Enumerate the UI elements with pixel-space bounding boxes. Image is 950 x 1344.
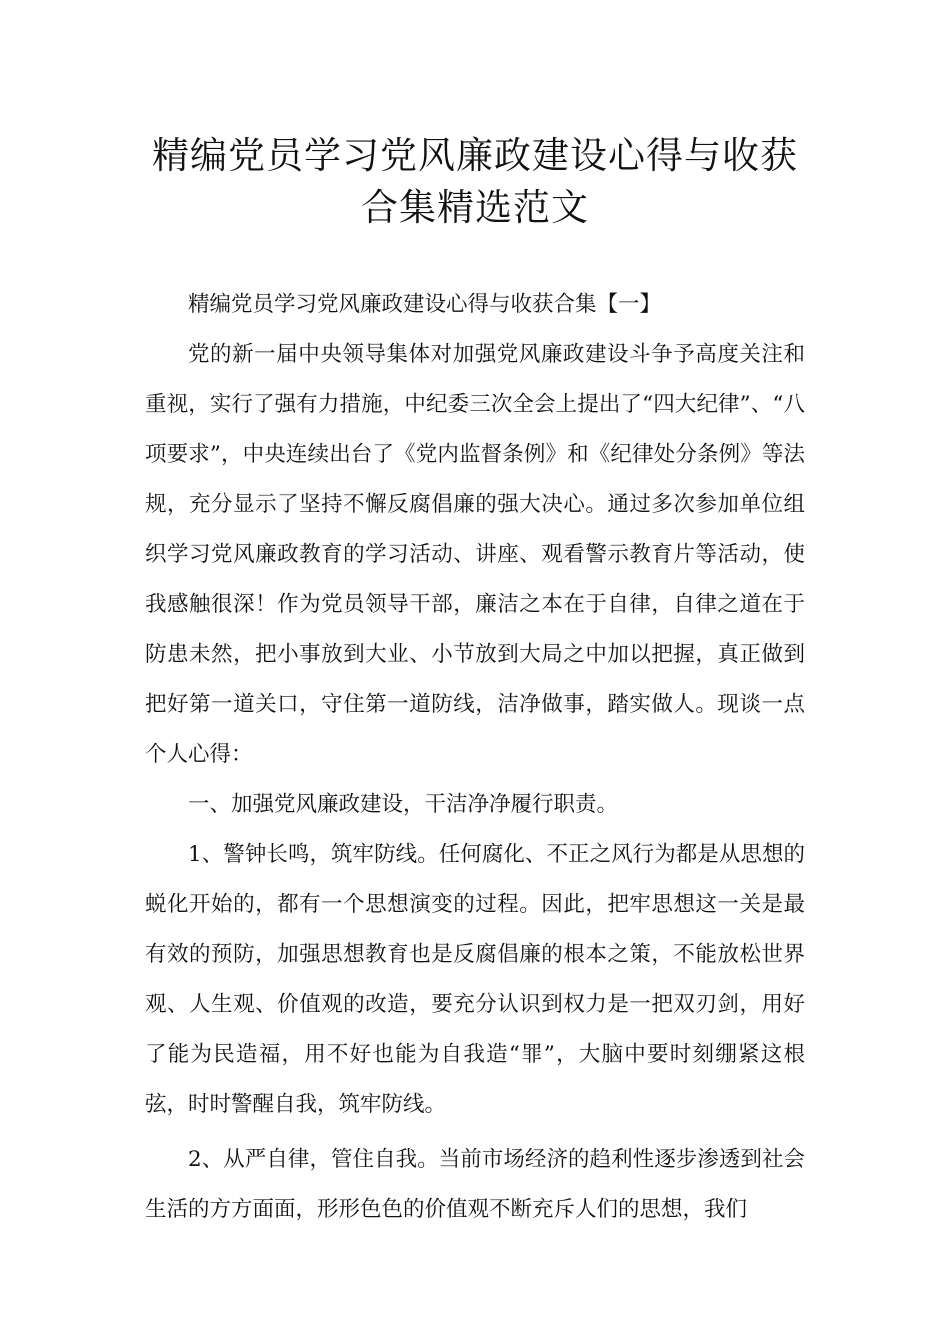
- paragraph: 2、从严自律，管住自我。当前市场经济的趋利性逐步渗透到社会生活的方方面面，形形色色的价值观不断充斥人们的思想，我们: [145, 1147, 805, 1222]
- subheading: 一、加强党风廉政建设，干洁净净履行职责。: [188, 792, 619, 817]
- title-line-1: 精编党员学习党风廉政建设心得与收获: [152, 134, 798, 177]
- document-title: [100, 130, 850, 234]
- paragraph: 党的新一届中央领导集体对加强党风廉政建设斗争予高度关注和重视，实行了强有力措施，中纪委三次全会上提出了“四大纪律”、“八项要求”，中央连续出台了《党内监督条例》和《纪律处分条例》等法规，充分显示了坚持不懈反腐倡廉的强大决心。通过多次参加单位组织学习党风廉政教育的学习活动、讲座、观看警示教育片等活动，使我感触很深！作为党员领导干部，廉洁之本在于自律，自律之道在于防患未然，把小事放到大业、小节放到大局之中加以把握，真正做到把好第一道关口，守住第一道防线，洁净做事，踏实做人。现谈一点个人心得：: [145, 342, 805, 767]
- section-heading: 精编党员学习党风廉政建设心得与收获合集【一】: [188, 292, 662, 317]
- paragraph: 1、警钟长鸣，筑牢防线。任何腐化、不正之风行为都是从思想的蜕化开始的，都有一个思想演变的过程。因此，把牢思想这一关是最有效的预防，加强思想教育也是反腐倡廉的根本之策，不能放松世界观、人生观、价值观的改造，要充分认识到权力是一把双刃剑，用好了能为民造福，用不好也能为自我造“罪”，大脑中要时刻绷紧这根弦，时时警醒自我，筑牢防线。: [145, 842, 805, 1117]
- document-body: [145, 280, 805, 1235]
- title-line-2: 合集精选范文: [361, 186, 589, 229]
